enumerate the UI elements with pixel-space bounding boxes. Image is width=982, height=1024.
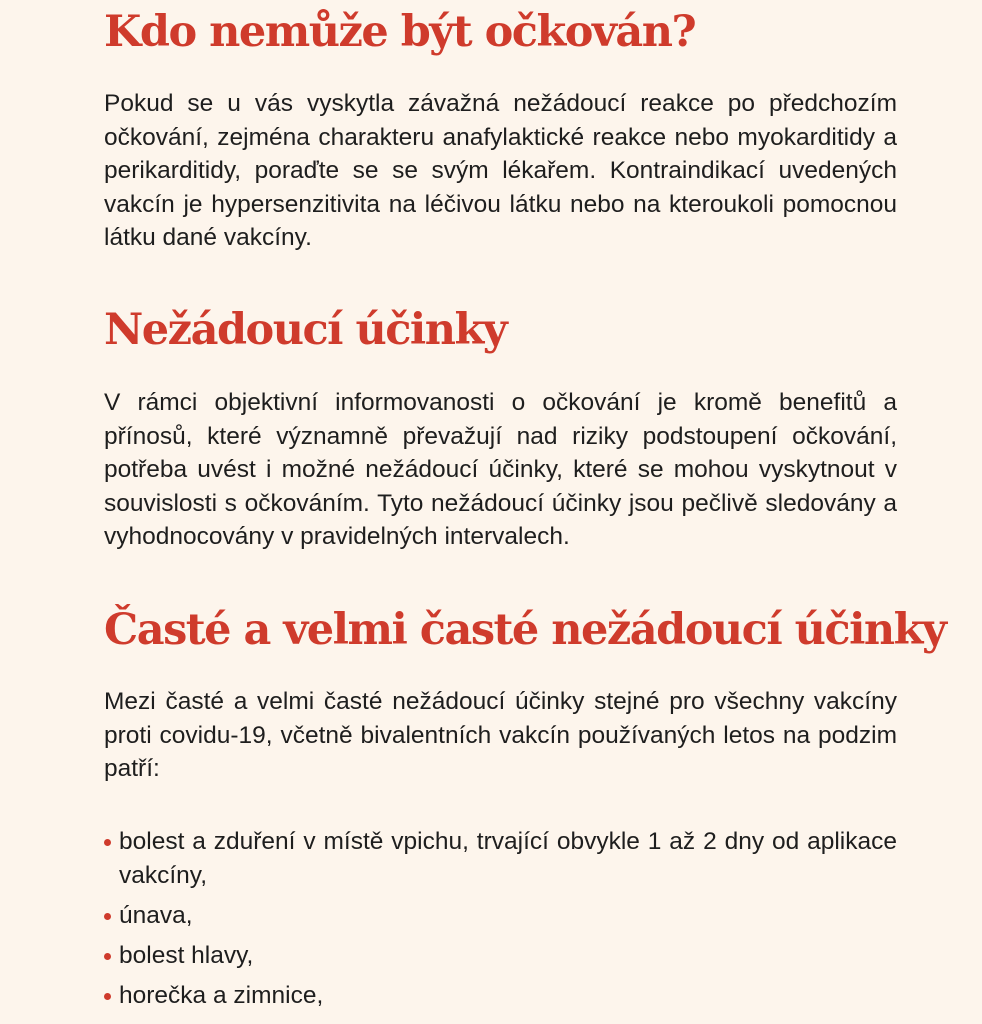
- list-item: [104, 825, 897, 892]
- side-effects-list: [104, 825, 897, 1019]
- bullet-dot-icon: [104, 993, 111, 1000]
- section-paragraph-contraindications: Pokud se u vás vyskytla závažná nežádoucí reakce po předchozím očkování, zejména charakteru anafylaktické reakce nebo myokarditidy a perikarditidy, poraďte se se svým lékařem. Kontraindikací uvedených vakcín je hypersenzitivita na léčivou látku nebo na kteroukoli pomocnou látku dané vakcíny.: [104, 90, 897, 251]
- section-paragraph-common-side-effects: Mezi časté a velmi časté nežádoucí účinky stejné pro všechny vakcíny proti covidu-19, včetně bivalentních vakcín používaných letos na podzim patří:: [104, 688, 897, 782]
- bullet-dot-icon: [104, 913, 111, 920]
- list-item: [104, 979, 897, 1013]
- list-item: [104, 939, 897, 973]
- list-item-text: horečka a zimnice,: [119, 981, 324, 1009]
- list-item: [104, 899, 897, 933]
- bullet-dot-icon: [104, 839, 111, 846]
- list-item-text: únava,: [119, 901, 193, 929]
- list-item-text: bolest hlavy,: [119, 941, 254, 969]
- bullet-dot-icon: [104, 953, 111, 960]
- section-paragraph-side-effects: V rámci objektivní informovanosti o očkování je kromě benefitů a přínosů, které významně převažují nad riziky podstoupení očkování, potřeba uvést i možné nežádoucí účinky, které se mohou vyskytnout v souvislosti s očkováním. Tyto nežádoucí účinky jsou pečlivě sledovány a vyhodnocovány v pravidelných intervalech.: [104, 389, 897, 550]
- list-item-text: bolest a zduření v místě vpichu, trvající obvykle 1 až 2 dny od aplikace vakcíny,: [119, 828, 897, 889]
- section-heading-side-effects: Nežádoucí účinky: [104, 305, 507, 355]
- section-heading-who-cannot-be-vaccinated: Kdo nemůže být očkován?: [104, 7, 696, 57]
- section-heading-common-side-effects: Časté a velmi časté nežádoucí účinky: [104, 605, 946, 655]
